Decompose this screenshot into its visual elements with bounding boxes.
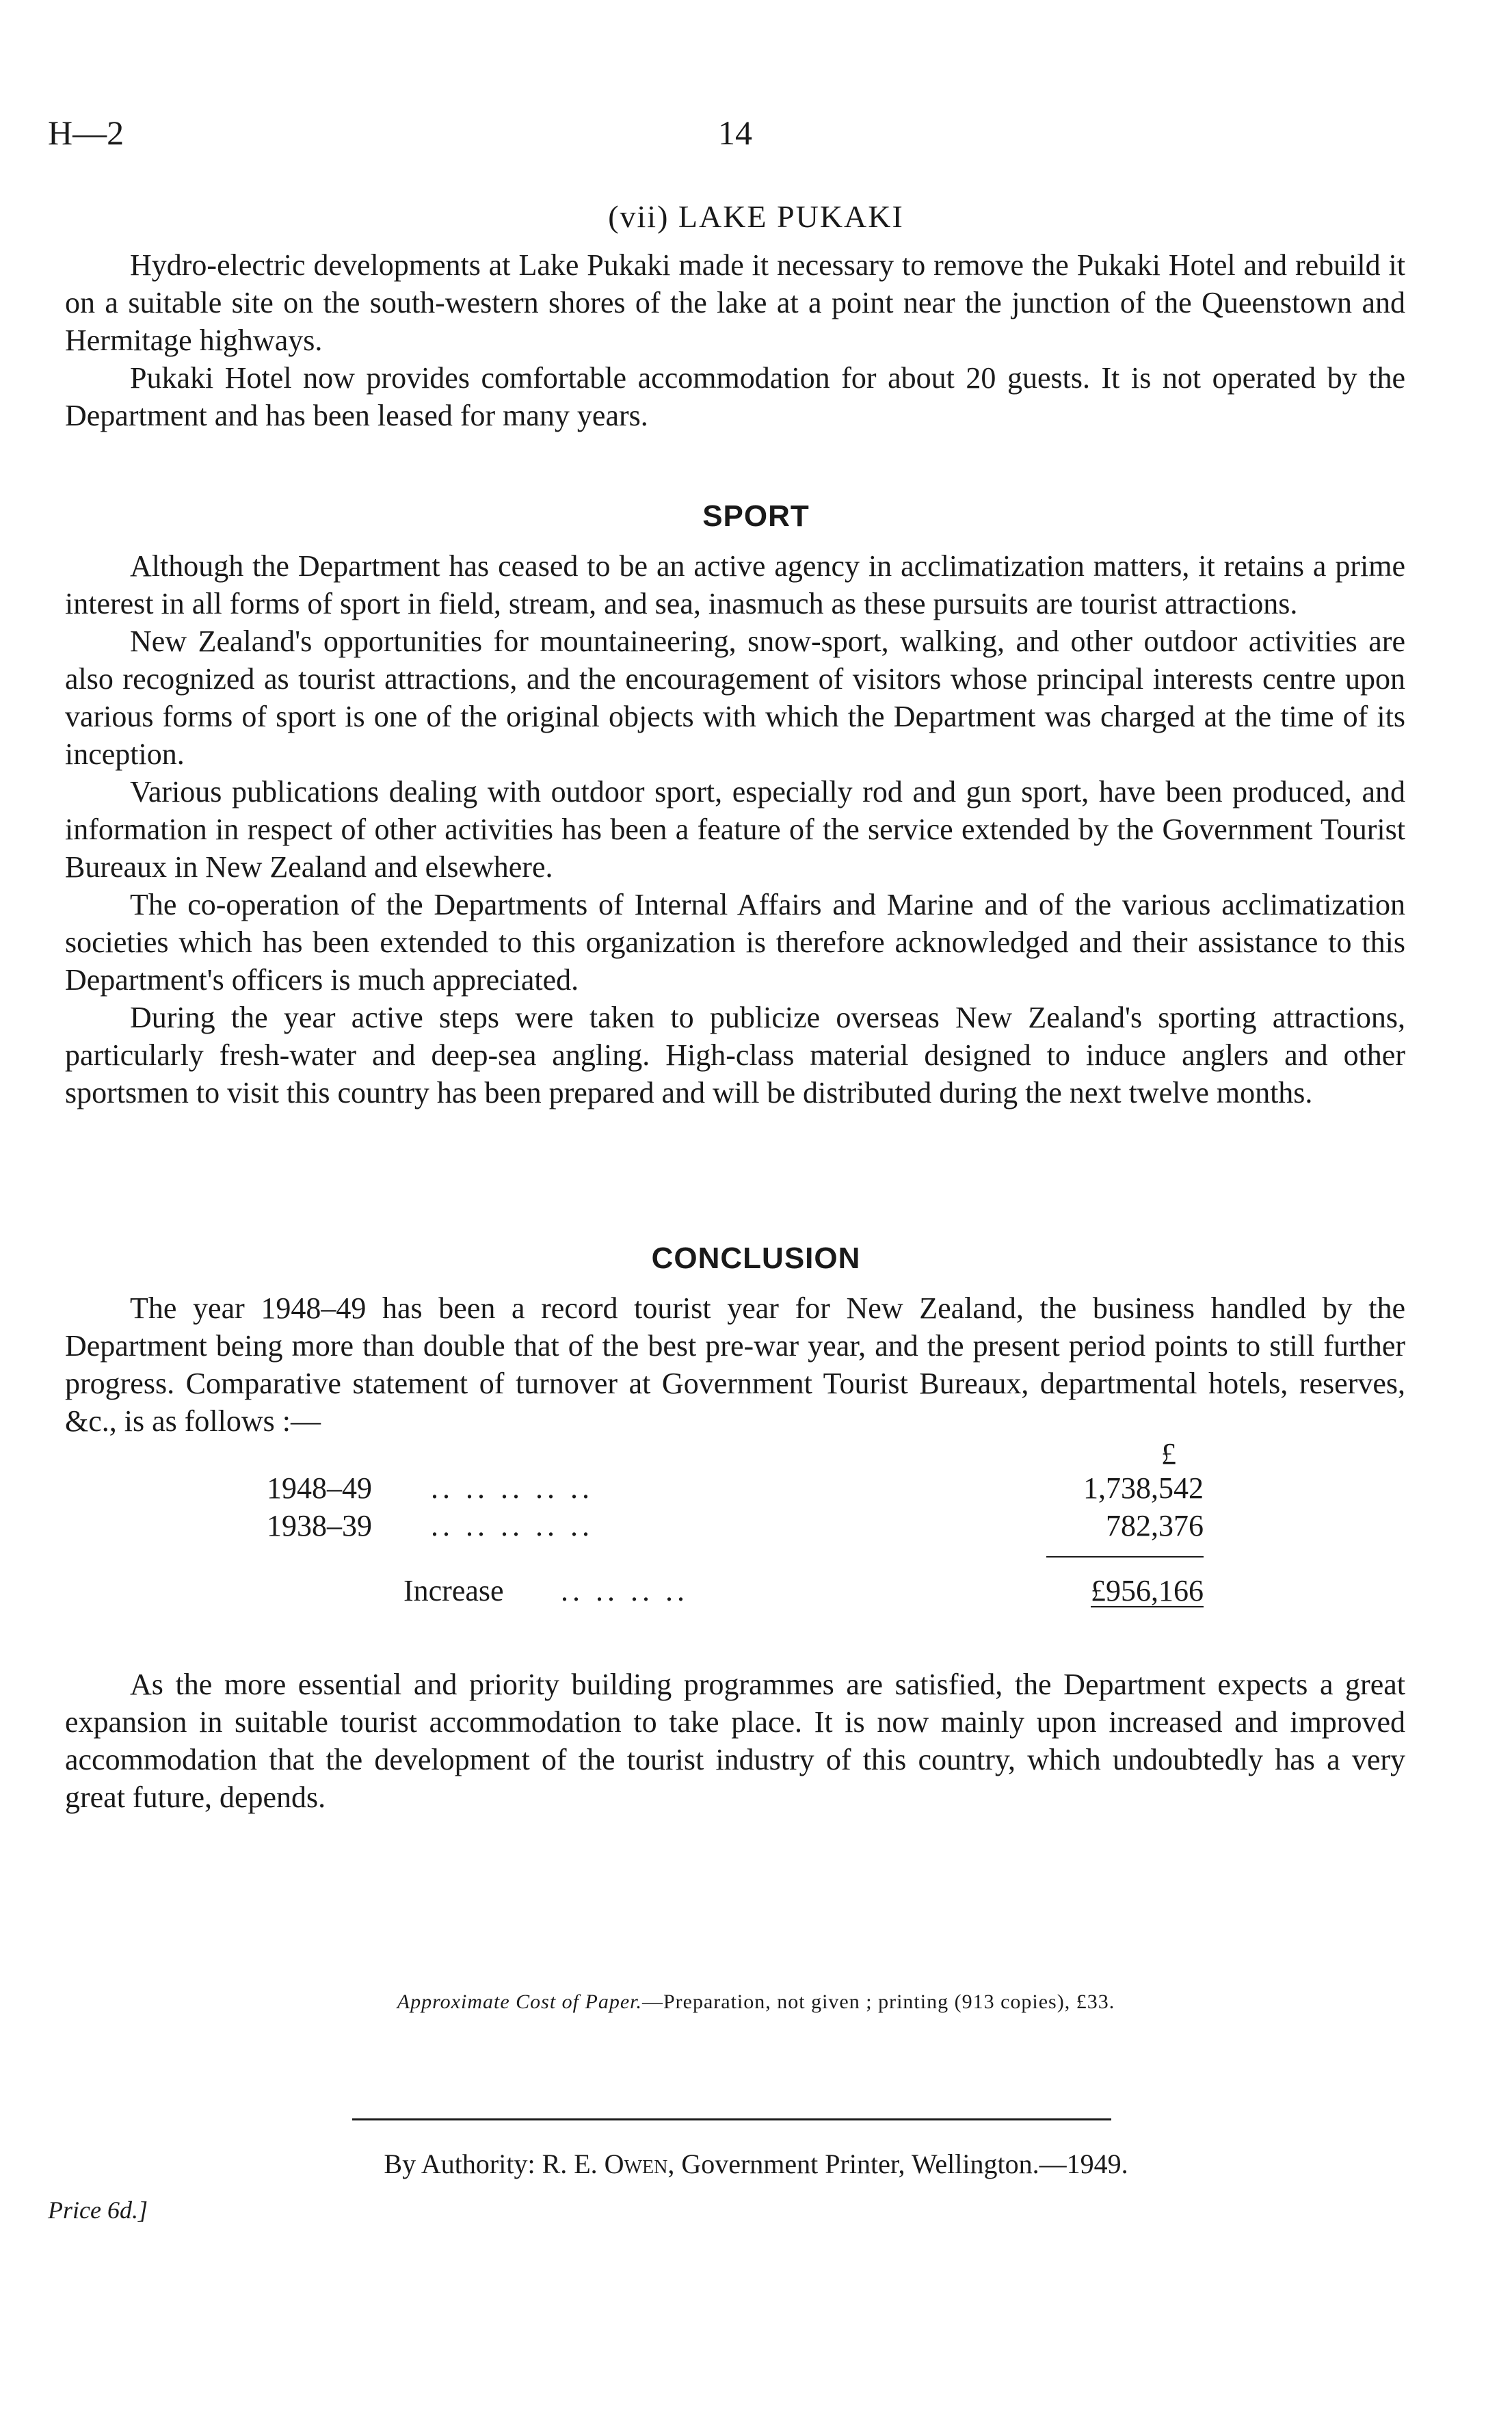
- paragraph: The co-operation of the Departments of Internal Affairs and Marine and of the various acclimatization societies which has been extended to this organization is therefore acknowledged and their assistance to this Department's officers is much appreciated.: [65, 888, 1405, 997]
- document-code: H—2: [48, 114, 124, 152]
- leader-dots: .. .. .. .. ..: [431, 1509, 594, 1542]
- total-label: Increase: [403, 1574, 504, 1607]
- row-label: 1938–39: [267, 1509, 372, 1542]
- cost-label: Approximate Cost of Paper.: [397, 1990, 642, 2013]
- conclusion-closing: [65, 1666, 1405, 1816]
- sum-rule: [1046, 1556, 1204, 1558]
- paragraph: Hydro-electric developments at Lake Pukaki made it necessary to remove the Pukaki Hotel and rebuild it on a suitable site on the south-western shores of the lake at a point near the junction of the Queenstown and Hermitage highways.: [65, 248, 1405, 357]
- leader-dots: .. .. .. ..: [561, 1574, 689, 1607]
- turnover-table: [267, 1436, 1204, 1642]
- paragraph: New Zealand's opportunities for mountaineering, snow-sport, walking, and other outdoor activities are also recognized as tourist attractions, and the encouragement of visitors whose principal interests centre upon various forms of sport is one of the original objects with which the Department was charged at the time of its inception.: [65, 625, 1405, 771]
- authority-detail: Government Printer, Wellington.—1949.: [681, 2148, 1128, 2179]
- sport-body: [65, 547, 1405, 1112]
- cost-detail: —Preparation, not given ; printing (913 copies), £33.: [641, 1990, 1115, 2013]
- row-label: 1948–49: [267, 1471, 372, 1505]
- paragraph: Pukaki Hotel now provides comfortable accommodation for about 20 guests. It is not operated by the Department and has been leased for many years.: [65, 361, 1405, 432]
- printer-name: R. E. Owen,: [542, 2148, 675, 2179]
- section-heading-sport: SPORT: [702, 499, 810, 533]
- lake-pukaki-body: [65, 246, 1405, 434]
- leader-dots: .. .. .. .. ..: [431, 1471, 594, 1505]
- total-value: £956,166: [1091, 1574, 1204, 1607]
- paragraph: The year 1948–49 has been a record tourist year for New Zealand, the business handled by the Department being more than double that of the best pre-war year, and the present period points to still further progress. Comparative statement of turnover at Government Tourist Bureaux, departmental hotels, reserves, &c., is as follows :—: [65, 1291, 1405, 1438]
- cost-footnote: [0, 1990, 1512, 2014]
- page-number: 14: [718, 114, 752, 152]
- table-row: [267, 1471, 1204, 1508]
- paragraph: Although the Department has ceased to be an active agency in acclimatization matters, it retains a prime interest in all forms of sport in field, stream, and sea, inasmuch as these pursuits are tourist attractions.: [65, 549, 1405, 620]
- paragraph: Various publications dealing with outdoor sport, especially rod and gun sport, have been produced, and information in respect of other activities has been a feature of the service extended by the Government Tourist Bureaux in New Zealand and elsewhere.: [65, 775, 1405, 884]
- paragraph: As the more essential and priority building programmes are satisfied, the Department expects a great expansion in suitable tourist accommodation to take place. It is now mainly upon increased and improved accommodation that the development of the tourist industry of this country, which undoubtedly has a very great future, depends.: [65, 1668, 1405, 1814]
- table-row: [267, 1508, 1204, 1546]
- row-value: 782,376: [1106, 1509, 1204, 1542]
- conclusion-intro: [65, 1289, 1405, 1440]
- authority-prefix: By Authority:: [384, 2148, 535, 2179]
- section-heading-conclusion: CONCLUSION: [651, 1241, 861, 1275]
- table-total-row: [267, 1573, 1204, 1614]
- price-label: Price 6d.]: [48, 2196, 148, 2224]
- currency-header: £: [1161, 1437, 1176, 1471]
- footer-divider: [352, 2118, 1111, 2120]
- row-value: 1,738,542: [1083, 1471, 1204, 1505]
- section-heading-lake-pukaki: (vii) LAKE PUKAKI: [608, 199, 904, 234]
- paragraph: During the year active steps were taken to publicize overseas New Zealand's sporting attractions, particularly fresh-water and deep-sea angling. High-class material designed to induce anglers and other sportsmen to visit this country has been prepared and will be distributed during the next twelve months.: [65, 1001, 1405, 1109]
- authority-line: [0, 2148, 1512, 2180]
